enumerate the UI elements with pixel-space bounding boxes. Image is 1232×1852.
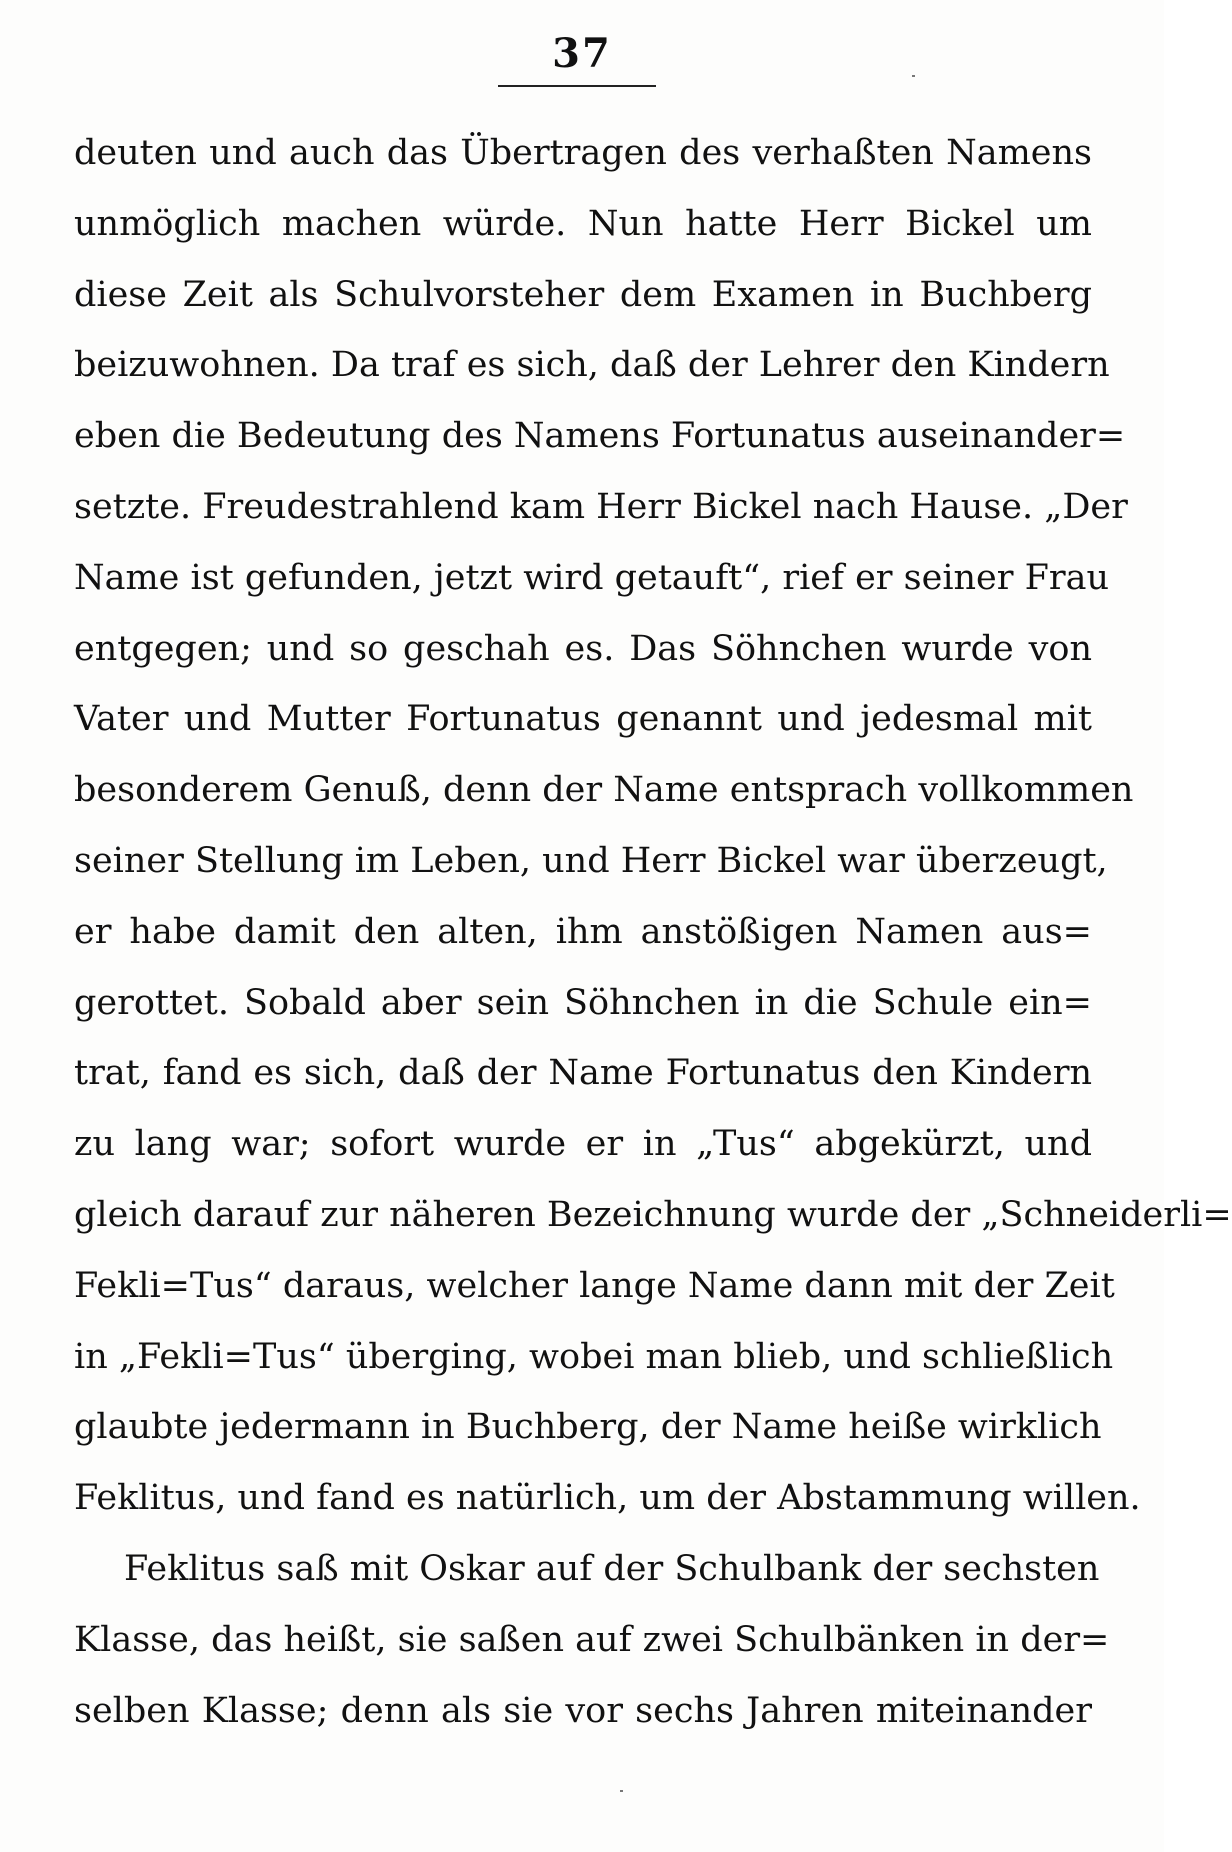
text-line: besonderem Genuß, denn der Name entsprach vollkommen [74,770,1134,811]
text-line: gerottet. Sobald aber sein Söhnchen in die Schule ein= [74,982,1092,1023]
header-rule [498,85,656,87]
text-line: deuten und auch das Übertragen des verhaßten Namens [74,133,1092,173]
text-line: Name ist gefunden, jetzt wird getauft“, rief er seiner Frau [74,557,1110,598]
text-line: Vater und Mutter Fortunatus genannt und jedesmal mit [74,699,1092,740]
text-line: eben die Bedeutung des Namens Fortunatus auseinander= [74,416,1126,457]
text-line: beizuwohnen. Da traf es sich, daß der Lehrer den Kindern [74,345,1110,386]
text-line: in „Fekli=Tus“ überging, wobei man blieb, und schließlich [74,1336,1114,1377]
text-line: seiner Stellung im Leben, und Herr Bickel war überzeugt, [74,840,1108,881]
body-text [74,118,1232,1746]
text-line: selben Klasse; denn als sie vor sechs Jahren miteinander [74,1690,1092,1731]
text-line: setzte. Freudestrahlend kam Herr Bickel nach Hause. „Der [74,486,1128,527]
text-line: entgegen; und so geschah es. Das Söhnchen wurde von [74,628,1092,669]
text-line: unmöglich machen würde. Nun hatte Herr Bickel um [74,203,1092,244]
text-line: Fekli=Tus“ daraus, welcher lange Name dann mit der Zeit [74,1265,1115,1306]
paragraph-start-line: Feklitus saß mit Oskar auf der Schulbank der sechsten [124,1548,1100,1589]
text-line: Klasse, das heißt, sie saßen auf zwei Schulbänken in der= [74,1619,1110,1660]
text-line: trat, fand es sich, daß der Name Fortunatus den Kindern [74,1053,1092,1094]
text-line: glaubte jedermann in Buchberg, der Name heiße wirklich [74,1407,1102,1448]
print-speck [620,1790,623,1792]
text-line: diese Zeit als Schulvorsteher dem Examen in Buchberg [74,274,1092,315]
text-line: gleich darauf zur näheren Bezeichnung wurde der „Schneiderli= [74,1194,1232,1235]
paragraph-end-line: Feklitus, und fand es natürlich, um der Abstammung willen. [74,1478,1141,1519]
print-speck [912,75,915,77]
page-number: 37 [552,30,612,77]
text-line: zu lang war; sofort wurde er in „Tus“ abgekürzt, und [74,1124,1092,1165]
text-line: er habe damit den alten, ihm anstößigen Namen aus= [74,911,1092,952]
